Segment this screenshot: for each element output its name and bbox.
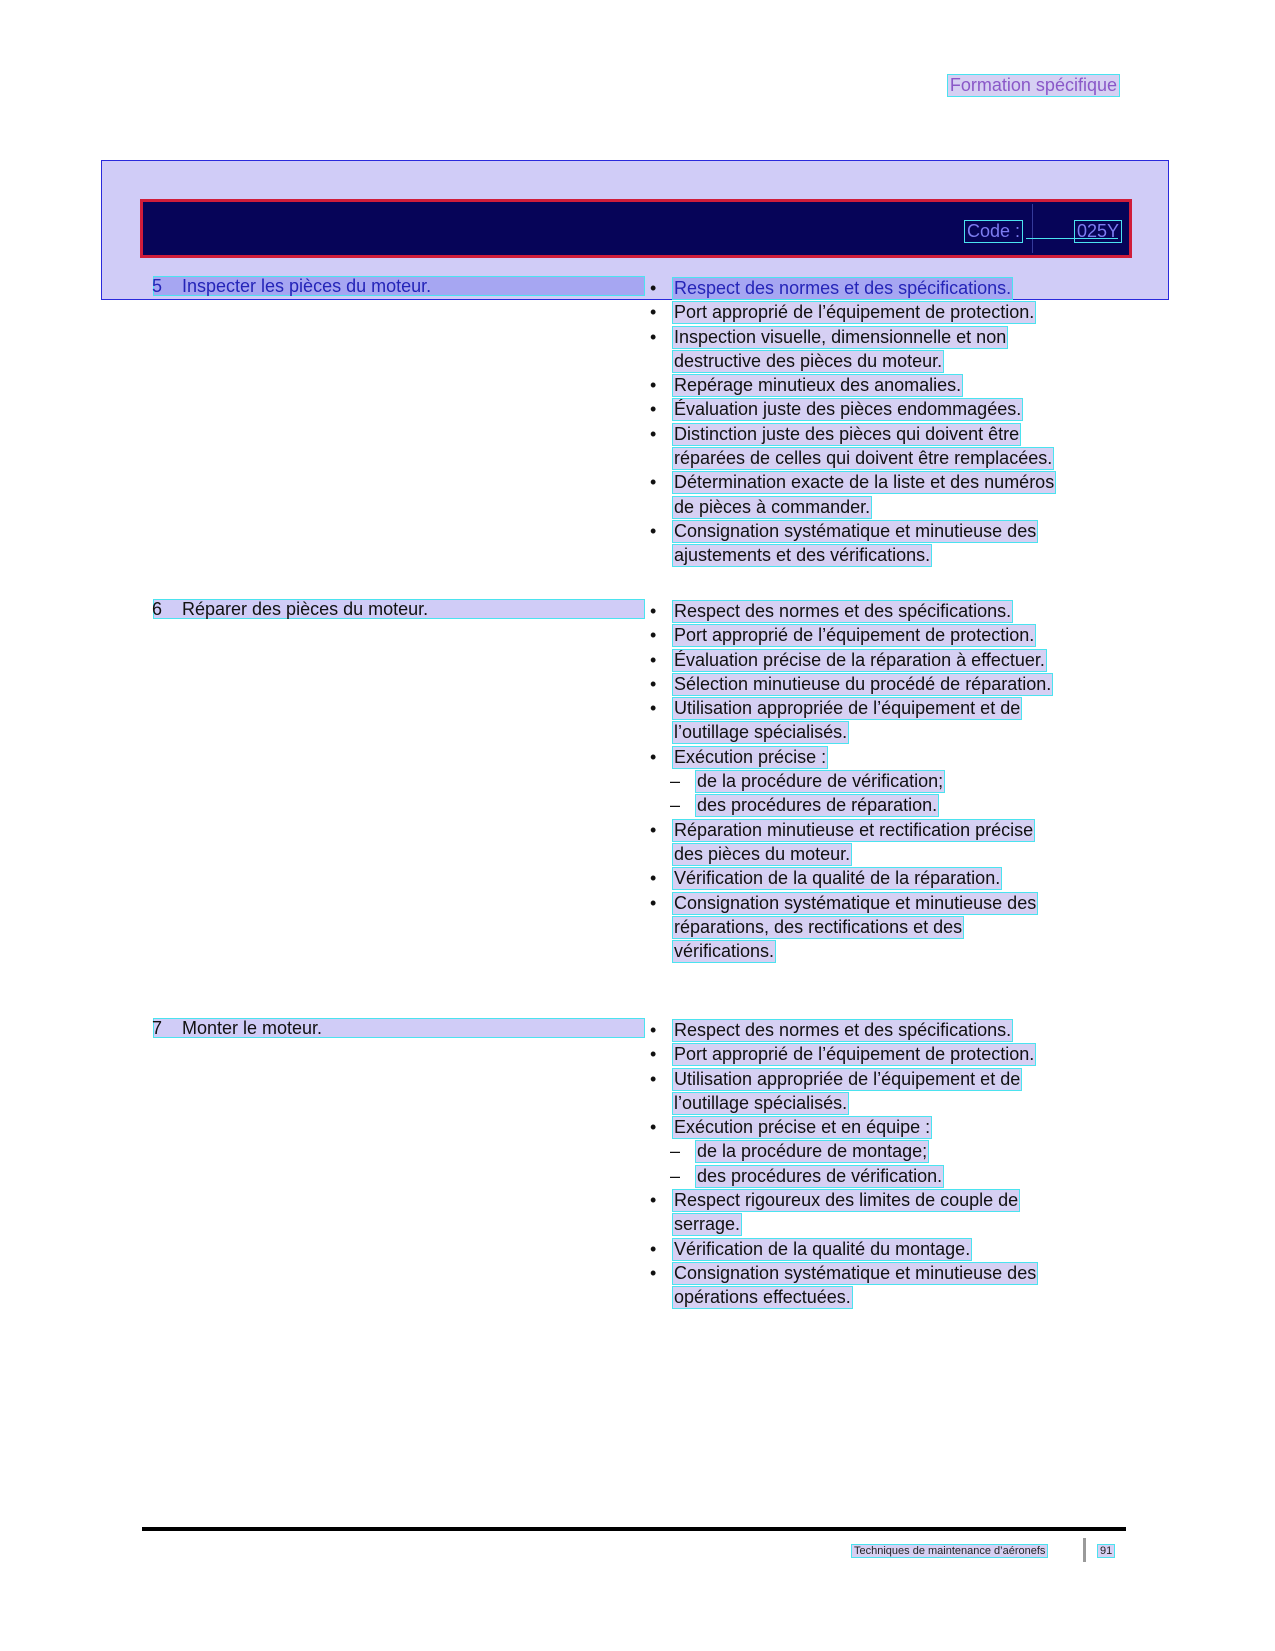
criterion-bullet — [650, 1261, 1120, 1285]
criterion-cont — [650, 915, 1120, 939]
banner-divider — [1032, 204, 1033, 253]
element-5-title — [153, 276, 645, 296]
bullet-icon: • — [650, 520, 657, 541]
page-header-title: Formation spécifique — [947, 74, 1120, 97]
criterion-text: Exécution précise : — [674, 746, 827, 767]
bullet-icon: • — [650, 423, 657, 444]
criterion-bullet — [650, 672, 1120, 696]
element-number: 7 — [152, 1018, 163, 1038]
criterion-bullet — [650, 696, 1120, 720]
criterion-text: des pièces du moteur. — [674, 843, 851, 864]
bullet-icon: • — [650, 673, 657, 694]
criterion-bullet — [650, 745, 1120, 769]
criterion-dash — [650, 793, 1120, 817]
criterion-bullet — [650, 276, 1120, 300]
criterion-text: des procédures de vérification. — [697, 1165, 943, 1186]
criterion-bullet — [650, 1018, 1120, 1042]
element-6-title — [153, 599, 645, 619]
criterion-text: destructive des pièces du moteur. — [674, 350, 943, 371]
criterion-bullet — [650, 1188, 1120, 1212]
criterion-text: l’outillage spécialisés. — [674, 722, 848, 743]
criterion-bullet — [650, 1237, 1120, 1261]
criterion-bullet — [650, 422, 1120, 446]
element-title: Monter le moteur. — [182, 1018, 323, 1038]
criterion-cont — [650, 1285, 1120, 1309]
criterion-text: Sélection minutieuse du procédé de réparation. — [674, 673, 1052, 694]
footer-rule — [142, 1527, 1126, 1531]
criterion-text: Inspection visuelle, dimensionnelle et non — [674, 326, 1007, 347]
criterion-text: Repérage minutieux des anomalies. — [674, 375, 962, 396]
criterion-cont — [650, 720, 1120, 744]
criterion-bullet — [650, 325, 1120, 349]
bullet-icon: • — [650, 698, 657, 719]
criterion-text: Utilisation appropriée de l’équipement et de — [674, 698, 1021, 719]
criterion-text: Réparation minutieuse et rectification précise — [674, 819, 1034, 840]
bullet-icon: • — [650, 892, 657, 913]
criterion-bullet — [650, 1067, 1120, 1091]
bullet-icon: • — [650, 649, 657, 670]
bullet-icon: • — [650, 1190, 657, 1211]
code-label: Code : — [964, 220, 1023, 243]
criterion-text: ajustements et des vérifications. — [674, 545, 931, 566]
page-number: 91 — [1097, 1544, 1115, 1558]
element-6-criteria — [650, 599, 1120, 963]
criterion-cont — [650, 495, 1120, 519]
element-7-title — [153, 1018, 645, 1038]
bullet-icon: • — [650, 1044, 657, 1065]
criterion-text: Détermination exacte de la liste et des numéros — [674, 472, 1055, 493]
bullet-icon: • — [650, 472, 657, 493]
criterion-text: Consignation systématique et minutieuse des — [674, 520, 1037, 541]
criterion-text: vérifications. — [674, 941, 775, 962]
criterion-text: Consignation systématique et minutieuse des — [674, 892, 1037, 913]
criterion-text: Consignation systématique et minutieuse des — [674, 1262, 1037, 1283]
dash-icon: – — [670, 771, 681, 792]
criterion-dash — [650, 769, 1120, 793]
bullet-icon: • — [650, 302, 657, 323]
criterion-bullet — [650, 623, 1120, 647]
dash-icon: – — [670, 1165, 681, 1186]
element-number: 5 — [152, 276, 163, 296]
element-title: Inspecter les pièces du moteur. — [182, 276, 432, 296]
criterion-cont — [650, 446, 1120, 470]
criterion-text: de la procédure de vérification; — [697, 771, 944, 792]
criterion-bullet — [650, 648, 1120, 672]
criterion-text: Utilisation appropriée de l’équipement et de — [674, 1068, 1021, 1089]
criterion-text: Distinction juste des pièces qui doivent être — [674, 423, 1020, 444]
footer-separator — [1083, 1538, 1086, 1562]
criterion-text: opérations effectuées. — [674, 1287, 851, 1308]
criterion-dash — [650, 1164, 1120, 1188]
criterion-bullet — [650, 373, 1120, 397]
criterion-bullet — [650, 397, 1120, 421]
footer-program-title: Techniques de maintenance d’aéronefs — [851, 1544, 1048, 1558]
bullet-icon: • — [650, 375, 657, 396]
criterion-text: de pièces à commander. — [674, 496, 871, 517]
criterion-bullet — [650, 866, 1120, 890]
criterion-bullet — [650, 1115, 1120, 1139]
element-7-criteria — [650, 1018, 1120, 1310]
criterion-text: Respect des normes et des spécifications. — [674, 278, 1012, 298]
criterion-cont — [650, 1212, 1120, 1236]
bullet-icon: • — [650, 601, 657, 621]
element-number: 6 — [152, 599, 163, 619]
bullet-icon: • — [650, 868, 657, 889]
bullet-icon: • — [650, 399, 657, 420]
criterion-text: l’outillage spécialisés. — [674, 1092, 848, 1113]
bullet-icon: • — [650, 746, 657, 767]
bullet-icon: • — [650, 1117, 657, 1138]
criterion-text: réparées de celles qui doivent être remplacées. — [674, 448, 1053, 469]
criterion-text: Respect des normes et des spécifications. — [674, 601, 1012, 621]
criterion-text: Évaluation précise de la réparation à effectuer. — [674, 649, 1045, 670]
criterion-text: Port approprié de l’équipement de protection. — [674, 1044, 1035, 1065]
bullet-icon: • — [650, 1238, 657, 1259]
element-5-criteria — [650, 276, 1120, 568]
criterion-bullet — [650, 300, 1120, 324]
criterion-text: des procédures de réparation. — [697, 795, 938, 816]
dash-icon: – — [670, 1141, 681, 1162]
criterion-bullet — [650, 519, 1120, 543]
criterion-cont — [650, 349, 1120, 373]
criterion-text: de la procédure de montage; — [697, 1141, 928, 1162]
criterion-text: Vérification de la qualité du montage. — [674, 1238, 971, 1259]
bullet-icon: • — [650, 1068, 657, 1089]
bullet-icon: • — [650, 625, 657, 646]
bullet-icon: • — [650, 278, 657, 298]
criterion-bullet — [650, 470, 1120, 494]
criterion-text: serrage. — [674, 1214, 741, 1235]
criterion-text: Vérification de la qualité de la réparation. — [674, 868, 1001, 889]
criterion-bullet — [650, 818, 1120, 842]
criterion-bullet — [650, 891, 1120, 915]
bullet-icon: • — [650, 326, 657, 347]
element-title: Réparer des pièces du moteur. — [182, 599, 429, 619]
criterion-text: Exécution précise et en équipe : — [674, 1117, 931, 1138]
criterion-text: Respect rigoureux des limites de couple de — [674, 1190, 1019, 1211]
criterion-bullet — [650, 599, 1120, 623]
criterion-text: Port approprié de l’équipement de protection. — [674, 625, 1035, 646]
criterion-text: réparations, des rectifications et des — [674, 916, 963, 937]
criterion-bullet — [650, 1042, 1120, 1066]
dash-icon: – — [670, 795, 681, 816]
criterion-cont — [650, 543, 1120, 567]
bullet-icon: • — [650, 1020, 657, 1040]
criterion-cont — [650, 939, 1120, 963]
criterion-cont — [650, 842, 1120, 866]
criterion-cont — [650, 1091, 1120, 1115]
bullet-icon: • — [650, 1262, 657, 1283]
criterion-text: Port approprié de l’équipement de protection. — [674, 302, 1035, 323]
code-value: 025Y — [1074, 220, 1122, 243]
criterion-text: Évaluation juste des pièces endommagées. — [674, 399, 1022, 420]
criterion-text: Respect des normes et des spécifications. — [674, 1020, 1012, 1040]
criterion-dash — [650, 1139, 1120, 1163]
bullet-icon: • — [650, 819, 657, 840]
